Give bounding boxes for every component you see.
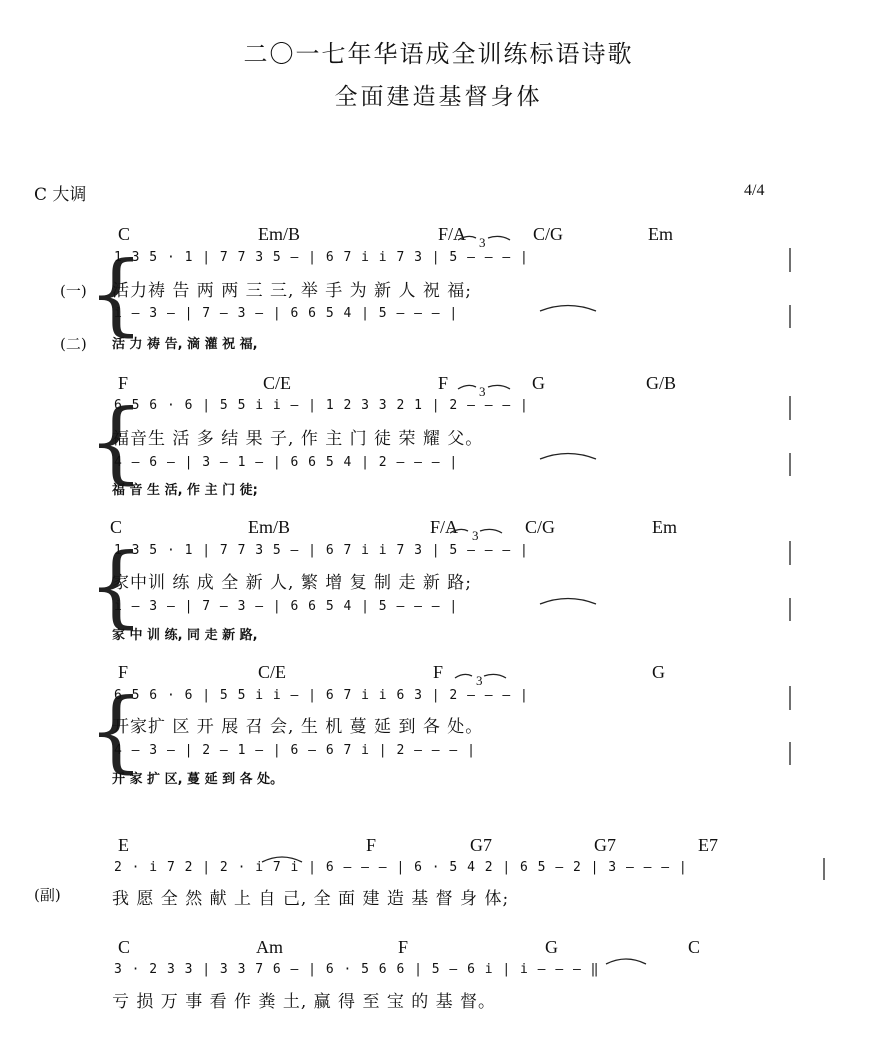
tie — [540, 454, 596, 460]
brace: { — [88, 534, 144, 637]
bass-line: i – 3 – | 7 – 3 – | 6 6 5 4 | 5 – – – | — [114, 599, 459, 614]
verse-label-1: (一) — [60, 282, 87, 300]
triplet-mark: 3 — [479, 235, 486, 250]
chord: Em/B — [248, 517, 291, 537]
melody-line: 1 3 5 · 1 | 7 7 3 5 – | 6 7 i i 7 3 | 5 – – – | — [114, 543, 529, 558]
chord: Em — [648, 224, 673, 244]
lyrics-chorus: 我 愿 全 然 献 上 自 己, 全 面 建 造 基 督 身 体; — [112, 889, 510, 909]
song-title: 二〇一七年华语成全训练标语诗歌 — [243, 40, 634, 68]
chord: G7 — [470, 835, 492, 855]
chord: C — [118, 937, 131, 957]
chord: G — [652, 662, 665, 682]
chord: C — [688, 937, 701, 957]
brace: { — [88, 390, 144, 493]
triplet-bracket — [450, 529, 502, 533]
chord: F/A — [438, 224, 467, 244]
bass-line: i – 3 – | 7 – 3 – | 6 6 5 4 | 5 – – – | — [114, 306, 459, 321]
chord: C/G — [533, 224, 564, 244]
chord: G/B — [646, 373, 677, 393]
lyrics-verse-2: 福 音 生 活, 作 主 门 徒; — [112, 483, 258, 498]
bass-line: 4 – 6 – | 3 – 1 – | 6 6 5 4 | 2 – – – | — [114, 455, 459, 470]
song-subtitle: 全面建造基督身体 — [334, 84, 543, 110]
lyrics-verse-2: 家 中 训 练, 同 走 新 路, — [112, 628, 258, 643]
chord: E — [118, 835, 129, 855]
bass-line: 4 – 3 – | 2 – 1 – | 6 – 6 7 i | 2 – – – | — [114, 743, 476, 758]
chorus-label: (副) — [34, 886, 61, 904]
lyrics-verse-1: 家中训 练 成 全 新 人, 繁 增 复 制 走 新 路; — [112, 573, 472, 593]
chord: Em/B — [258, 224, 301, 244]
verse-label-2: (二) — [60, 335, 87, 353]
brace: { — [88, 242, 144, 345]
time-signature: 4/4 — [744, 182, 765, 199]
lyrics-verse-2: 活 力 祷 告, 滴 灌 祝 福, — [112, 337, 258, 352]
chord: F — [433, 662, 444, 682]
chord: F — [118, 662, 129, 682]
lyrics-verse-1: 活力祷 告 两 两 三 三, 举 手 为 新 人 祝 福; — [112, 281, 472, 301]
chord: F — [366, 835, 377, 855]
chord: C — [118, 224, 131, 244]
triplet-bracket — [455, 674, 506, 678]
lyrics-verse-1: 福音生 活 多 结 果 子, 作 主 门 徒 荣 耀 父。 — [112, 429, 484, 449]
tie — [540, 599, 596, 605]
chord: C — [110, 517, 123, 537]
chord: G7 — [594, 835, 616, 855]
melody-line: 3 · 2 3 3 | 3 3 7 6 – | 6 · 5 6 6 | 5 – 6 i | i – – – ‖ — [114, 962, 600, 977]
chord: Em — [652, 517, 677, 537]
melody-line: 2 · i 7 2 | 2 · i 7 i | 6 – – – | 6 · 5 4 2 | 6 5 – 2 | 3 – – – | — [114, 860, 688, 875]
melody-line: 6 5 6 · 6 | 5 5 i i – | 1 2 3 3 2 1 | 2 – – – | — [114, 398, 529, 413]
triplet-mark: 3 — [479, 384, 486, 399]
chord: Am — [256, 937, 283, 957]
tie — [540, 306, 596, 312]
triplet-bracket — [458, 236, 510, 240]
chord: F — [398, 937, 409, 957]
brace: { — [88, 679, 144, 782]
chord: F/A — [430, 517, 459, 537]
key-signature: C 大调 — [34, 185, 87, 205]
chord: C/G — [525, 517, 556, 537]
chord: F — [118, 373, 129, 393]
chord: C/E — [258, 662, 287, 682]
tie — [606, 959, 646, 964]
tie — [262, 857, 302, 862]
triplet-bracket — [458, 385, 510, 389]
lyrics-verse-1: 开家扩 区 开 展 召 会, 生 机 蔓 延 到 各 处。 — [112, 717, 484, 737]
melody-line: 6 5 6 · 6 | 5 5 i i – | 6 7 i i 6 3 | 2 – – – | — [114, 688, 529, 703]
chord: G — [532, 373, 545, 393]
chord: F — [438, 373, 449, 393]
lyrics-verse-2: 开 家 扩 区, 蔓 延 到 各 处。 — [112, 772, 284, 787]
chord: G — [545, 937, 558, 957]
chord: E7 — [698, 835, 718, 855]
lyrics-chorus: 亏 损 万 事 看 作 粪 土, 赢 得 至 宝 的 基 督。 — [112, 992, 497, 1012]
chord: C/E — [263, 373, 292, 393]
triplet-mark: 3 — [472, 528, 479, 543]
triplet-mark: 3 — [476, 673, 483, 688]
melody-line: 1 3 5 · 1 | 7 7 3 5 – | 6 7 i i 7 3 | 5 – – – | — [114, 250, 529, 265]
